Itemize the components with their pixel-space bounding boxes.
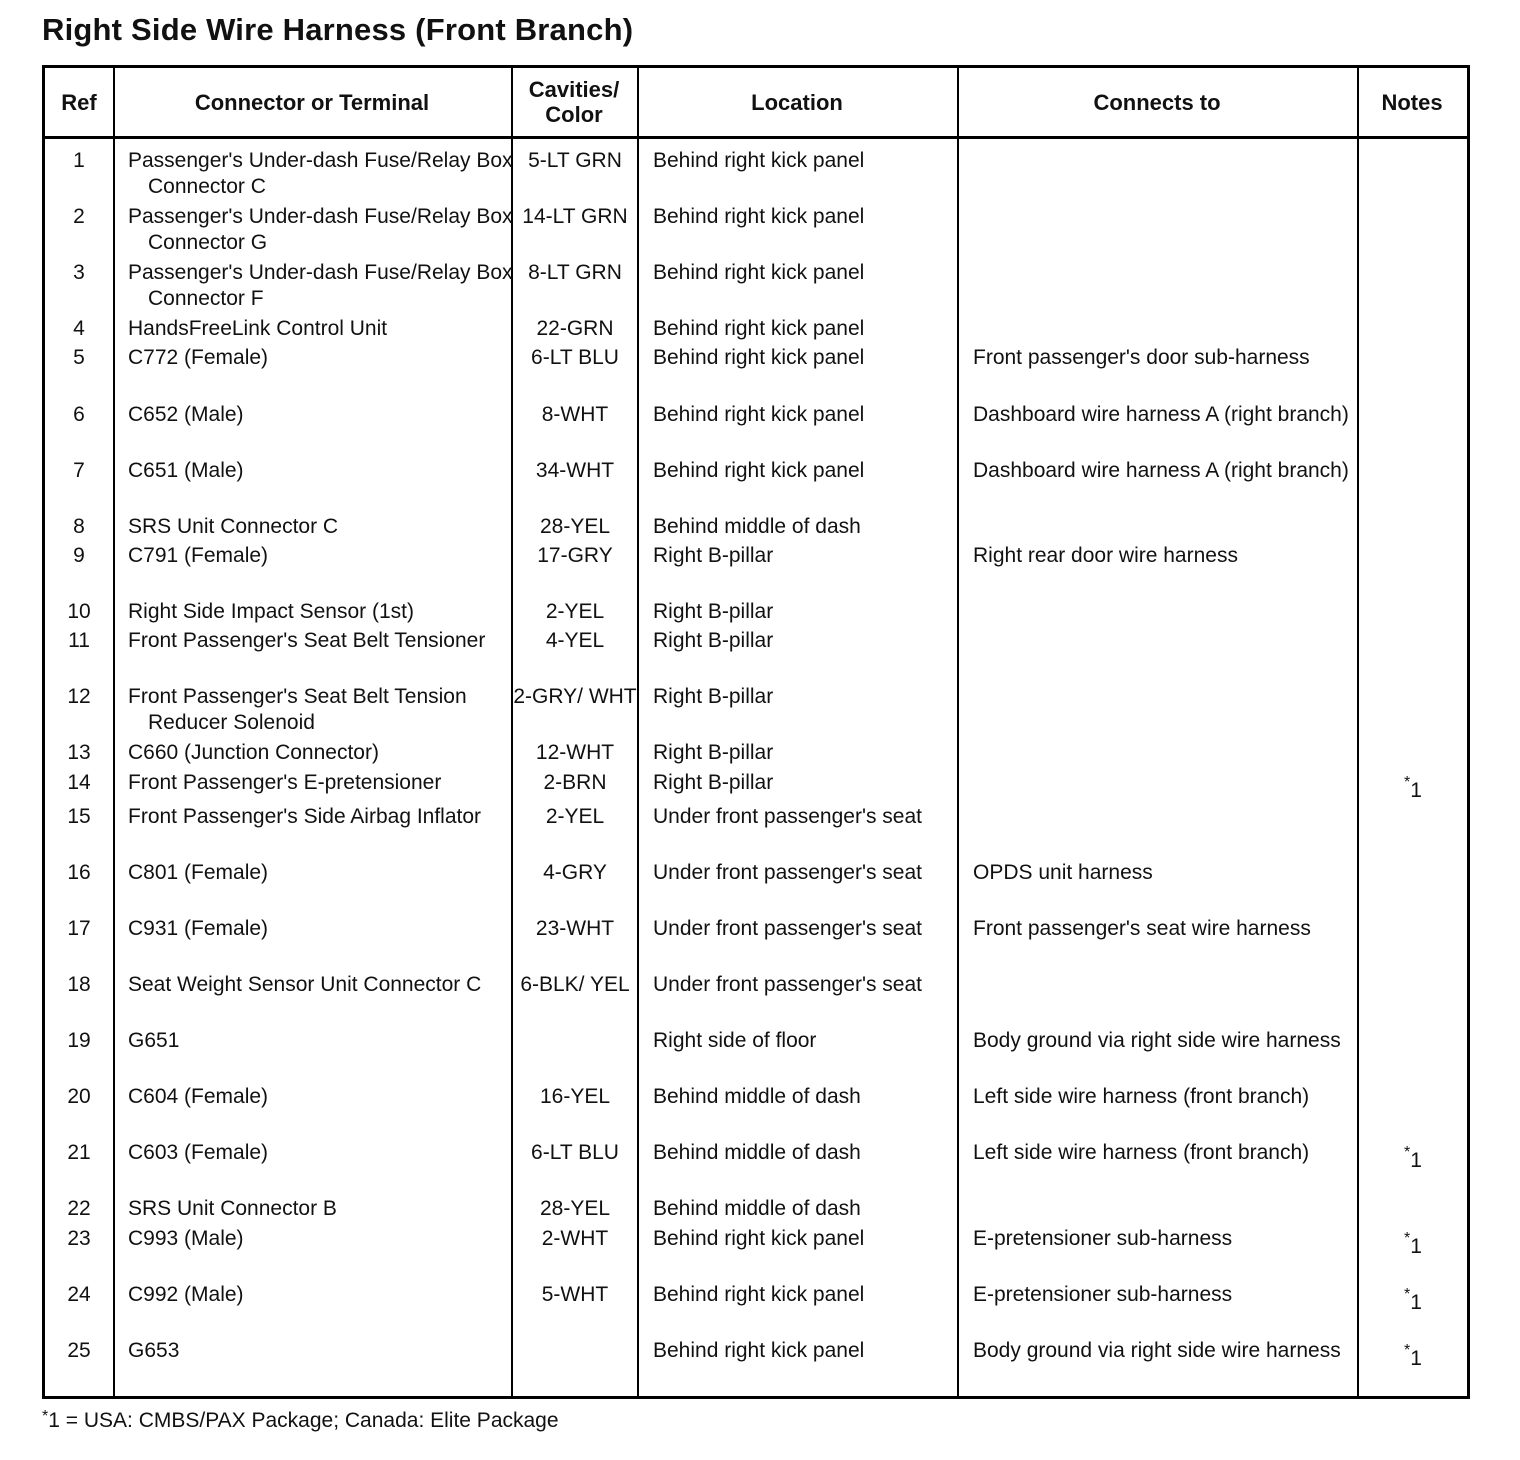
table-row (45, 684, 1467, 740)
table-row (45, 514, 1467, 543)
location-cell: Behind right kick panel (653, 403, 865, 426)
connector-cell: G653 (128, 1339, 180, 1362)
table-row (45, 1028, 1467, 1084)
cavities-cell: 17-GRY (537, 544, 613, 567)
note-cell (1358, 1226, 1468, 1256)
ref-cell: 13 (67, 741, 91, 764)
ref-cell: 7 (73, 459, 85, 482)
location-cell: Behind right kick panel (653, 1227, 865, 1250)
connects-to-cell: E-pretensioner sub-harness (973, 1283, 1233, 1306)
table-row (45, 1282, 1467, 1338)
cavities-cell: 23-WHT (535, 917, 615, 940)
ref-cell: 8 (73, 515, 85, 538)
location-cell: Under front passenger's seat (653, 973, 922, 996)
location-cell: Under front passenger's seat (653, 917, 922, 940)
connector-cell: SRS Unit Connector B (128, 1197, 337, 1220)
note-number: 1 (1410, 1291, 1422, 1314)
ref-cell: 11 (68, 629, 90, 652)
ref-cell: 25 (67, 1339, 91, 1362)
connector-cell: Passenger's Under-dash Fuse/Relay Box Connector G (128, 205, 513, 254)
connector-cell: C603 (Female) (128, 1141, 269, 1164)
connects-to-cell: Front passenger's door sub-harness (973, 346, 1310, 369)
location-cell: Behind right kick panel (653, 1339, 865, 1362)
header-location: Location (751, 89, 843, 115)
connector-cell: Seat Weight Sensor Unit Connector C (128, 973, 482, 996)
page-title: Right Side Wire Harness (Front Branch) (42, 12, 634, 47)
location-cell: Right B-pillar (653, 741, 774, 764)
header-divider (45, 136, 1467, 139)
ref-cell: 2 (73, 205, 85, 228)
cavities-cell: 2-WHT (541, 1227, 609, 1250)
ref-cell: 21 (67, 1141, 91, 1164)
connects-to-cell: Left side wire harness (front branch) (973, 1085, 1310, 1108)
cavities-cell: 6-LT BLU (531, 346, 619, 369)
cavities-cell: 2-YEL (545, 805, 605, 828)
connector-cell: Front Passenger's E-pretensioner (128, 771, 442, 794)
note-asterisk: * (1404, 1144, 1411, 1161)
cavities-cell: 14-LT GRN (522, 205, 628, 228)
cavities-cell: 8-WHT (541, 403, 609, 426)
location-cell: Right B-pillar (653, 544, 774, 567)
ref-cell: 24 (67, 1283, 91, 1306)
connector-cell: Right Side Impact Sensor (1st) (128, 600, 414, 623)
table-row (45, 402, 1467, 458)
location-cell: Right B-pillar (653, 600, 774, 623)
cavities-cell: 2-BRN (543, 771, 607, 794)
cavities-cell: 2-GRY/ WHT (513, 685, 637, 708)
table-row (45, 148, 1467, 204)
note-asterisk: * (1404, 774, 1411, 791)
connects-to-cell: Dashboard wire harness A (right branch) (973, 403, 1349, 426)
connector-cell: Front Passenger's Seat Belt Tension Reducer Solenoid (128, 685, 467, 734)
ref-cell: 22 (67, 1197, 91, 1220)
connector-cell: Front Passenger's Seat Belt Tensioner (128, 629, 486, 652)
ref-cell: 9 (73, 544, 85, 567)
location-cell: Under front passenger's seat (653, 861, 922, 884)
table-row (45, 1338, 1467, 1394)
ref-cell: 6 (73, 403, 85, 426)
location-cell: Right side of floor (653, 1029, 817, 1052)
ref-cell: 14 (67, 771, 91, 794)
ref-cell: 16 (67, 861, 91, 884)
location-cell: Behind middle of dash (653, 1085, 861, 1108)
connector-cell: Passenger's Under-dash Fuse/Relay Box Connector F (128, 261, 513, 310)
cavities-cell: 22-GRN (536, 317, 614, 340)
table-row (45, 1140, 1467, 1196)
cavities-cell: 6-LT BLU (531, 1141, 619, 1164)
location-cell: Behind right kick panel (653, 317, 865, 340)
note-cell (1358, 1282, 1468, 1312)
connector-cell: C772 (Female) (128, 346, 269, 369)
location-cell: Behind right kick panel (653, 261, 865, 284)
header-cavities (511, 68, 637, 136)
note-asterisk: * (1404, 1286, 1411, 1303)
location-cell: Behind right kick panel (653, 205, 865, 228)
table-row (45, 770, 1467, 804)
ref-cell: 10 (67, 600, 91, 623)
location-cell: Behind right kick panel (653, 459, 865, 482)
header-ref: Ref (61, 89, 97, 115)
table-row (45, 740, 1467, 770)
footnote-mark: * (42, 1408, 49, 1425)
note-number: 1 (1410, 779, 1422, 802)
table-row (45, 916, 1467, 972)
connector-cell: C801 (Female) (128, 861, 269, 884)
connector-cell: C992 (Male) (128, 1283, 244, 1306)
ref-cell: 5 (73, 346, 85, 369)
footnote-text: 1 = USA: CMBS/PAX Package; Canada: Elite Package (48, 1409, 559, 1432)
table-row (45, 628, 1467, 684)
connector-cell: C604 (Female) (128, 1085, 269, 1108)
table-row (45, 972, 1467, 1028)
cavities-cell: 8-LT GRN (528, 261, 622, 284)
connector-cell: C651 (Male) (128, 459, 244, 482)
cavities-cell: 28-YEL (539, 515, 611, 538)
connector-cell: C791 (Female) (128, 544, 269, 567)
connector-cell: C993 (Male) (128, 1227, 244, 1250)
table-row (45, 599, 1467, 628)
location-cell: Behind middle of dash (653, 1197, 861, 1220)
connector-cell: SRS Unit Connector C (128, 515, 339, 538)
ref-cell: 12 (67, 685, 91, 708)
table-row (45, 316, 1467, 345)
header-connects-to: Connects to (1093, 89, 1221, 115)
note-number: 1 (1410, 1235, 1422, 1258)
location-cell: Right B-pillar (653, 629, 774, 652)
header-connector: Connector or Terminal (194, 89, 430, 115)
table-body (45, 148, 1467, 1394)
table-row (45, 458, 1467, 514)
connects-to-cell: Left side wire harness (front branch) (973, 1141, 1310, 1164)
location-cell: Behind right kick panel (653, 1283, 865, 1306)
cavities-cell: 28-YEL (539, 1197, 611, 1220)
connects-to-cell: Body ground via right side wire harness (973, 1029, 1341, 1052)
ref-cell: 20 (67, 1085, 91, 1108)
note-cell (1358, 1338, 1468, 1368)
ref-cell: 15 (67, 805, 91, 828)
note-cell (1358, 1140, 1468, 1170)
connector-table (42, 65, 1470, 1399)
location-cell: Behind middle of dash (653, 515, 861, 538)
location-cell: Behind right kick panel (653, 346, 865, 369)
connects-to-cell: Front passenger's seat wire harness (973, 917, 1311, 940)
connects-to-cell: Dashboard wire harness A (right branch) (973, 459, 1349, 482)
location-cell: Right B-pillar (653, 685, 774, 708)
ref-cell: 1 (73, 149, 85, 172)
header-cavities-line2: Color (545, 102, 603, 127)
connects-to-cell: OPDS unit harness (973, 861, 1153, 884)
note-number: 1 (1410, 1347, 1422, 1370)
connects-to-cell: Right rear door wire harness (973, 544, 1238, 567)
cavities-cell: 5-LT GRN (528, 149, 622, 172)
cavities-cell: 12-WHT (535, 741, 615, 764)
table-row (45, 260, 1467, 316)
connector-cell: Front Passenger's Side Airbag Inflator (128, 805, 482, 828)
connector-cell: C660 (Junction Connector) (128, 741, 379, 764)
cavities-cell: 4-GRY (543, 861, 607, 884)
header-cavities-line1: Cavities/ (528, 77, 620, 102)
ref-cell: 3 (73, 261, 85, 284)
location-cell: Behind middle of dash (653, 1141, 861, 1164)
cavities-cell: 4-YEL (545, 629, 605, 652)
connects-to-cell: E-pretensioner sub-harness (973, 1227, 1233, 1250)
cavities-cell: 6-BLK/ YEL (520, 973, 630, 996)
note-cell (1358, 770, 1468, 800)
cavities-cell: 5-WHT (541, 1283, 609, 1306)
table-row (45, 204, 1467, 260)
ref-cell: 18 (67, 973, 91, 996)
table-row (45, 345, 1467, 402)
note-asterisk: * (1404, 1230, 1411, 1247)
ref-cell: 17 (67, 917, 91, 940)
connects-to-cell: Body ground via right side wire harness (973, 1339, 1341, 1362)
connector-cell: G651 (128, 1029, 180, 1052)
connector-cell: C931 (Female) (128, 917, 269, 940)
table-row (45, 1084, 1467, 1140)
note-asterisk: * (1404, 1342, 1411, 1359)
table-row (45, 543, 1467, 599)
cavities-cell: 34-WHT (535, 459, 615, 482)
cavities-cell: 16-YEL (539, 1085, 611, 1108)
ref-cell: 19 (67, 1029, 91, 1052)
connector-cell: C652 (Male) (128, 403, 244, 426)
connector-cell: Passenger's Under-dash Fuse/Relay Box Connector C (128, 149, 513, 198)
header-notes: Notes (1381, 89, 1443, 115)
location-cell: Right B-pillar (653, 771, 774, 794)
footnote (42, 1408, 559, 1433)
table-row (45, 1226, 1467, 1282)
note-number: 1 (1410, 1149, 1422, 1172)
ref-cell: 23 (67, 1227, 91, 1250)
table-row (45, 1196, 1467, 1226)
location-cell: Behind right kick panel (653, 149, 865, 172)
cavities-cell: 2-YEL (545, 600, 605, 623)
connector-cell: HandsFreeLink Control Unit (128, 317, 388, 340)
table-row (45, 804, 1467, 860)
ref-cell: 4 (73, 317, 85, 340)
table-row (45, 860, 1467, 916)
location-cell: Under front passenger's seat (653, 805, 922, 828)
